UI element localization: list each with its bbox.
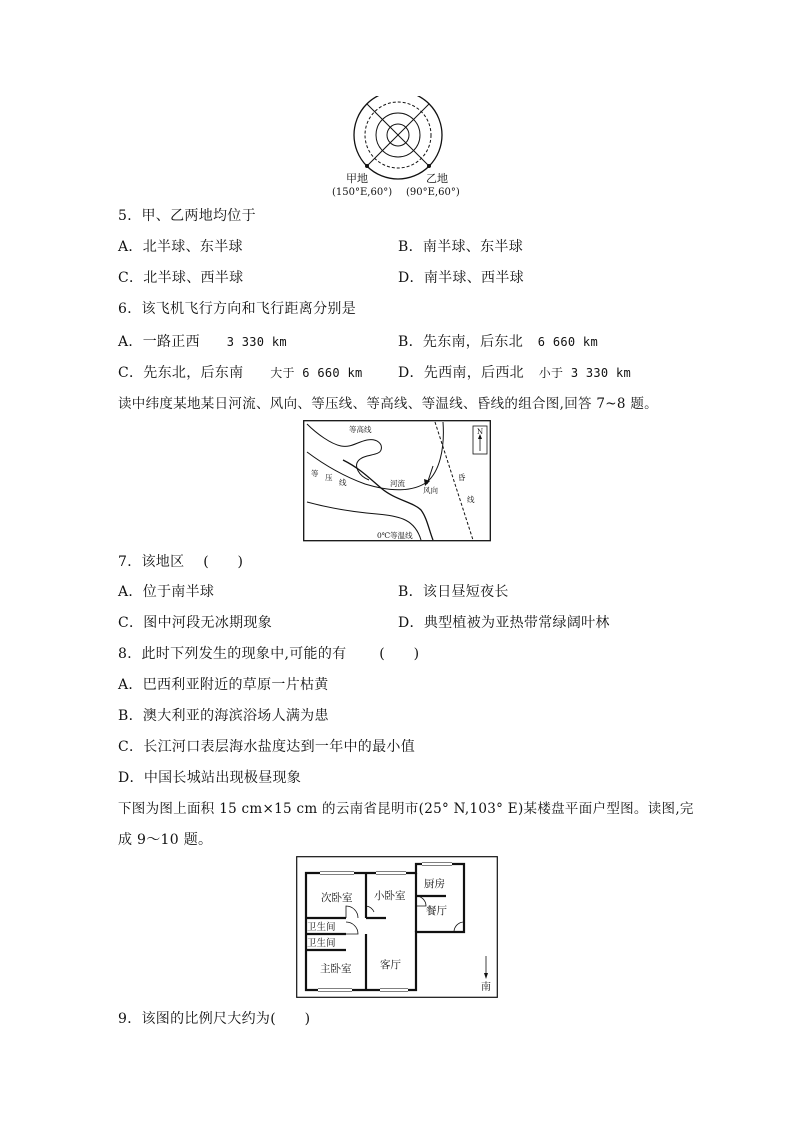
q7-stem: [118, 553, 243, 571]
room-master-bedroom: 主卧室: [320, 963, 352, 975]
q9-stem: 9．该图的比例尺大约为( ): [118, 1011, 311, 1027]
q6-b-text: B．先东南，后东北: [398, 334, 523, 350]
q7-stem-text: 7．该地区: [118, 554, 185, 570]
room-bath-2: 卫生间: [307, 938, 336, 949]
q8-stem: [118, 645, 419, 663]
isobar-label-3: 线: [339, 478, 347, 487]
q5-option-c: C．北半球、西半球: [118, 270, 244, 286]
room-kitchen: 厨房: [424, 878, 445, 890]
q8-option-a: A．巴西利亚附近的草原一片枯黄: [118, 677, 329, 693]
contour-label: 等高线: [349, 425, 372, 434]
dusk-label-1: 昏: [458, 473, 466, 482]
q6-d-dist: 小于 3 330 km: [538, 366, 632, 380]
q6-c-dist: 大于 6 660 km: [270, 366, 363, 380]
isobar-label-1: 等: [311, 469, 319, 478]
north-label: N: [477, 428, 484, 436]
q7-answer-paren: ( ): [203, 554, 244, 570]
intro-9-10-line1: 下图为图上面积 15 cm×15 cm 的云南省昆明市(25° N,103° E)某楼盘平面户型图。读图,完: [118, 801, 694, 817]
intro-9-10-line2: 成 9～10 题。: [118, 832, 213, 848]
room-dining: 餐厅: [426, 905, 447, 917]
q8-stem-text: 8．此时下列发生的现象中,可能的有: [118, 646, 347, 662]
q6-a-dist: 3 330 km: [226, 335, 287, 349]
wind-label: 风向: [423, 486, 438, 495]
q6-stem: 6．该飞机飞行方向和飞行距离分别是: [118, 301, 357, 317]
coord-yi: (90°E,60°): [406, 187, 460, 198]
floor-plan-figure: [296, 856, 498, 998]
label-jia: 甲地: [346, 172, 368, 185]
q8-option-d: D．中国长城站出现极昼现象: [118, 770, 302, 786]
q5-stem: 5．甲、乙两地均位于: [118, 208, 256, 224]
q6-option-b: [398, 333, 598, 351]
point-jia: [365, 164, 369, 168]
river-label: 河流: [390, 479, 405, 488]
q5-option-a: A．北半球、东半球: [118, 239, 243, 255]
intro-7-8: 读中纬度某地某日河流、风向、等压线、等高线、等温线、昏线的组合图,回答 7~8 题。: [118, 396, 658, 412]
room-small-bedroom: 小卧室: [374, 890, 406, 902]
south-label: 南: [481, 982, 491, 993]
dusk-label-2: 线: [467, 495, 475, 504]
q5-option-d: D．南半球、西半球: [398, 270, 524, 286]
isoline-map-figure: [303, 420, 491, 542]
q6-option-c: [118, 364, 363, 382]
q7-option-d: D．典型植被为亚热带常绿阔叶林: [398, 615, 610, 631]
q6-option-a: [118, 333, 287, 351]
q6-b-dist: 6 660 km: [537, 335, 598, 349]
q8-answer-paren: ( ): [379, 646, 420, 662]
q6-c-text: C．先东北，后东南: [118, 365, 244, 381]
q6-a-text: A．一路正西: [118, 334, 200, 350]
q6-d-text: D．先西南，后西北: [398, 365, 524, 381]
coord-jia: (150°E,60°): [332, 187, 393, 198]
isotherm-label: 0℃等温线: [377, 531, 413, 540]
q5-option-b: B．南半球、东半球: [398, 239, 523, 255]
q7-option-b: B．该日昼短夜长: [398, 584, 509, 600]
room-living: 客厅: [380, 959, 401, 971]
room-bath-1: 卫生间: [307, 922, 336, 933]
point-yi: [427, 164, 431, 168]
q7-option-a: A．位于南半球: [118, 584, 215, 600]
q8-option-c: C．长江河口表层海水盐度达到一年中的最小值: [118, 739, 416, 755]
q7-option-c: C．图中河段无冰期现象: [118, 615, 273, 631]
isobar-label-2: 压: [325, 473, 333, 482]
label-yi: 乙地: [426, 172, 448, 185]
room-second-bedroom: 次卧室: [321, 892, 353, 904]
q6-option-d: [398, 364, 631, 382]
q8-option-b: B．澳大利亚的海滨浴场人满为患: [118, 708, 329, 724]
polar-projection-figure: [330, 96, 470, 202]
